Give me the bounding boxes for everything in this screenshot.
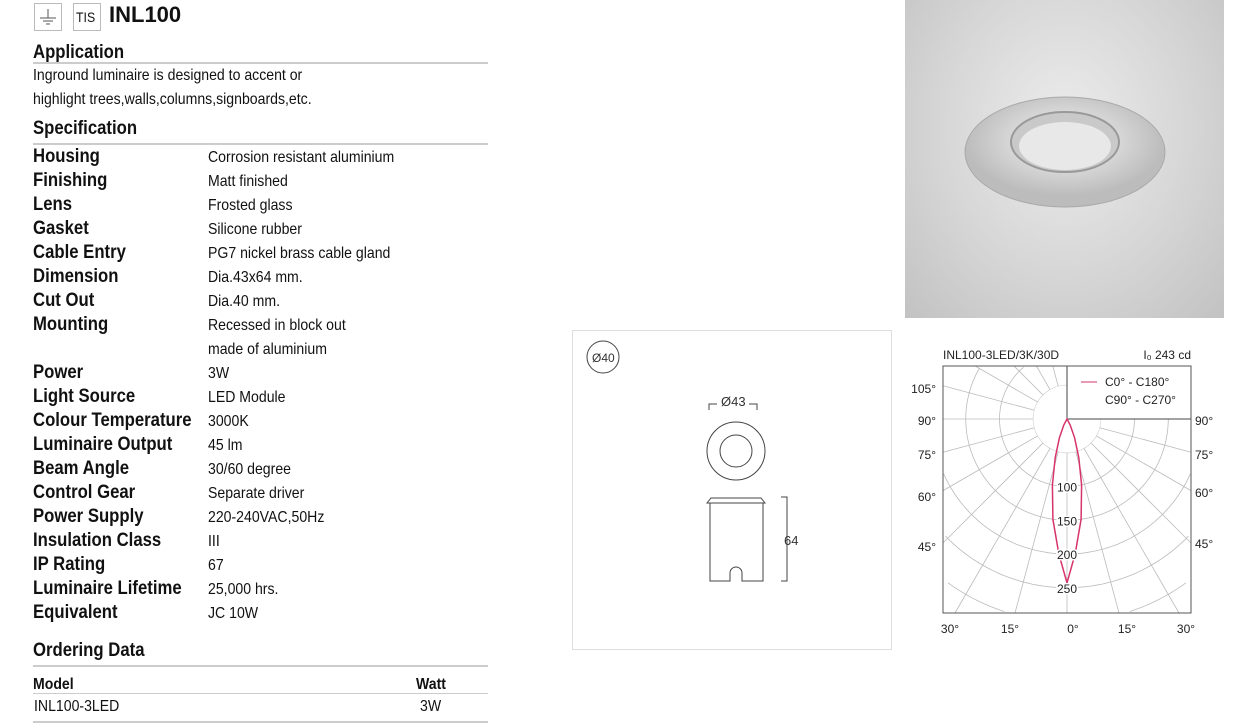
spec-value: 45 lm [208, 437, 243, 454]
spec-label: Finishing [33, 170, 108, 191]
legend-item: C90° - C270° [1105, 393, 1176, 407]
divider [33, 693, 488, 694]
spec-value: LED Module [208, 389, 286, 406]
cutout-label: Ø40 [592, 351, 615, 365]
tis-mark-icon: TIS [73, 3, 101, 31]
angle-label-bottom: 15° [1000, 622, 1020, 636]
radial-tick-label: 200 [1056, 548, 1078, 562]
spec-value: Separate driver [208, 485, 305, 502]
angle-label-bottom: 30° [1176, 622, 1196, 636]
angle-label-right: 60° [1195, 486, 1214, 500]
spec-value: Dia.43x64 mm. [208, 269, 303, 286]
spec-value: 3000K [208, 413, 249, 430]
spec-label: Gasket [33, 218, 89, 239]
divider [33, 665, 488, 667]
spec-value: 220-240VAC,50Hz [208, 509, 325, 526]
angle-label-right: 45° [1195, 537, 1214, 551]
ordering-heading: Ordering Data [33, 640, 145, 661]
ordering-header-model: Model [33, 676, 74, 693]
product-photo [905, 0, 1224, 318]
spec-label: Power Supply [33, 506, 144, 527]
chart-title: INL100-3LED/3K/30D [943, 348, 1060, 362]
spec-label: Luminaire Output [33, 434, 173, 455]
angle-label-left: 45° [917, 540, 936, 554]
polar-intensity-chart [905, 340, 1225, 640]
product-model: INL100 [109, 2, 182, 27]
dimension-drawing [572, 330, 892, 650]
angle-label-bottom: 15° [1117, 622, 1137, 636]
radial-tick-label: 250 [1056, 581, 1078, 596]
spec-label: Luminaire Lifetime [33, 578, 182, 599]
angle-label-bottom: 0° [1067, 622, 1079, 636]
spec-value: Frosted glass [208, 197, 293, 214]
angle-label-bottom: 30° [940, 622, 960, 636]
spec-label: Lens [33, 194, 73, 215]
ordering-header-watt: Watt [416, 676, 446, 693]
spec-label: Control Gear [33, 482, 136, 503]
angle-label-right: 90° [1195, 414, 1214, 428]
divider [33, 143, 488, 145]
specification-heading: Specification [33, 118, 138, 139]
spec-label: Insulation Class [33, 530, 162, 551]
spec-value: Recessed in block out [208, 317, 346, 334]
diameter-label: Ø43 [721, 394, 746, 409]
spec-value: Corrosion resistant aluminium [208, 149, 395, 166]
spec-value: made of aluminium [208, 341, 327, 358]
spec-label: IP Rating [33, 554, 106, 575]
peak-intensity-label: I₀ 243 cd [1143, 348, 1191, 362]
earth-ground-icon [34, 3, 62, 31]
spec-value: 3W [208, 365, 230, 382]
angle-label-left: 90° [917, 414, 936, 428]
spec-value: JC 10W [208, 605, 259, 622]
spec-value: 67 [208, 557, 224, 574]
angle-label-left: 75° [917, 448, 936, 462]
spec-label: Cut Out [33, 290, 95, 311]
spec-label: Dimension [33, 266, 119, 287]
application-heading: Application [33, 42, 125, 63]
angle-label-left: 60° [917, 490, 936, 504]
application-text-1: Inground luminaire is designed to accent or [33, 67, 303, 84]
spec-label: Beam Angle [33, 458, 130, 479]
spec-label: Colour Temperature [33, 410, 192, 431]
spec-label: Mounting [33, 314, 109, 335]
legend-item: C0° - C180° [1105, 375, 1170, 389]
spec-value: Silicone rubber [208, 221, 302, 238]
spec-value: Dia.40 mm. [208, 293, 280, 310]
radial-tick-label: 150 [1056, 514, 1078, 529]
spec-label: Power [33, 362, 84, 383]
spec-value: 30/60 degree [208, 461, 291, 478]
spec-label: Light Source [33, 386, 136, 407]
spec-value: PG7 nickel brass cable gland [208, 245, 391, 262]
ordering-model: INL100-3LED [34, 698, 120, 715]
angle-label-left: 105° [911, 382, 936, 396]
spec-label: Cable Entry [33, 242, 126, 263]
divider [33, 721, 488, 723]
spec-label: Equivalent [33, 602, 118, 623]
radial-tick-label: 100 [1056, 480, 1078, 495]
spec-value: 25,000 hrs. [208, 581, 279, 598]
angle-label-right: 75° [1195, 448, 1214, 462]
divider [33, 62, 488, 64]
application-text-2: highlight trees,walls,columns,signboards,etc. [33, 91, 312, 108]
spec-label: Housing [33, 146, 100, 167]
spec-value: Matt finished [208, 173, 288, 190]
height-label: 64 [784, 533, 799, 548]
spec-value: III [208, 533, 220, 550]
ordering-watt: 3W [420, 698, 442, 715]
